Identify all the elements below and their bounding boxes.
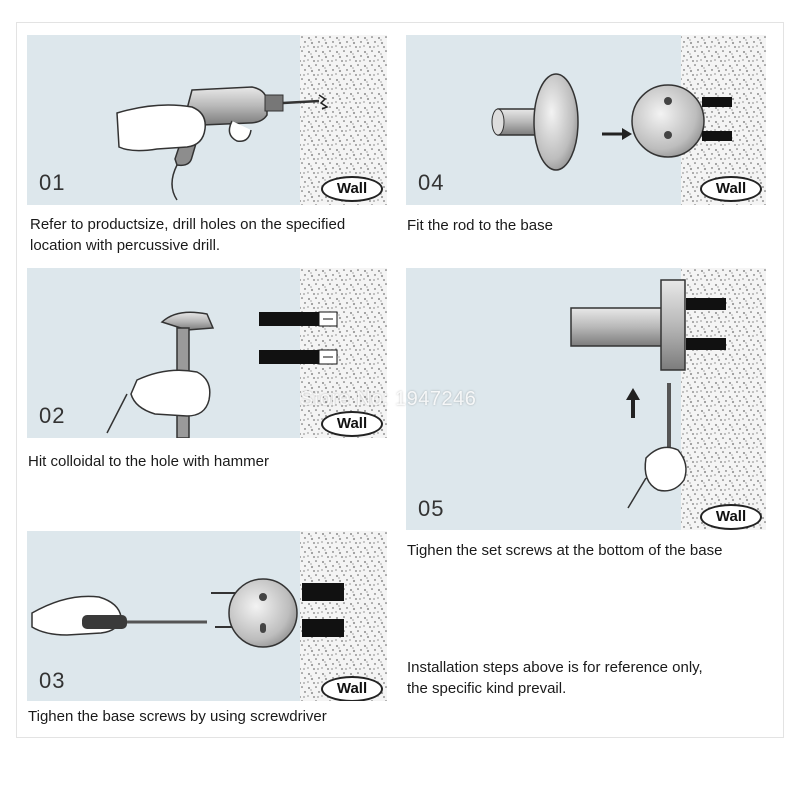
step-number: 04 [418,170,445,195]
step-04-caption: Fit the rod to the base [407,217,553,234]
step-01-panel [27,35,387,205]
step-01-caption [30,214,345,256]
step-02-panel [27,268,387,438]
wall-label: Wall [321,176,383,202]
wall-label: Wall [700,504,762,530]
step-04-panel [406,35,766,205]
note-line: the specific kind prevail. [407,680,567,697]
reference-note [407,657,703,699]
step-number: 01 [39,170,66,195]
step-02-caption: Hit colloidal to the hole with hammer [28,453,269,470]
wall-label: Wall [321,411,383,437]
note-line: Installation steps above is for reference only, [407,659,703,676]
wall-label: Wall [700,176,762,202]
step-05-caption: Tighen the set screws at the bottom of the base [407,542,723,559]
wall-label: Wall [321,676,383,701]
step-number: 02 [39,403,66,428]
screwdriver-icon [27,531,387,701]
store-watermark: Store No: 1947246 [300,388,477,410]
caption-line: Refer to productsize, drill holes on the specified [30,216,346,233]
step-03-caption: Tighen the base screws by using screwdriver [28,708,327,725]
step-number: 03 [39,668,66,693]
step-number: 05 [418,496,445,521]
caption-line: location with percussive drill. [30,237,221,254]
step-03-panel [27,531,387,701]
